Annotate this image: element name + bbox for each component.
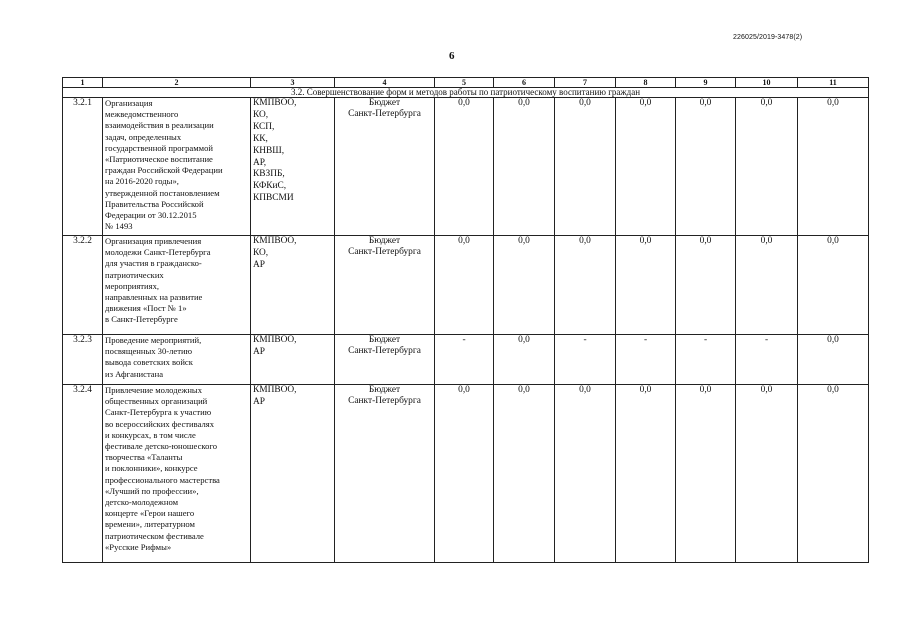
description-line: «Патриотическое воспитание (105, 154, 213, 165)
value-cell: 0,0 (798, 98, 869, 236)
executor-line: КК, (253, 133, 268, 144)
value-cell: 0,0 (736, 98, 798, 236)
column-header: 9 (676, 78, 736, 88)
item-description (103, 385, 251, 563)
executor-line: КО, (253, 109, 269, 120)
funding-source-line: Бюджет (368, 236, 401, 246)
funding-source-line: Санкт-Петербурга (348, 345, 421, 356)
description-line: и конкурсах, в том числе (105, 429, 196, 440)
value-cell: 0,0 (555, 385, 616, 563)
program-table (62, 77, 869, 563)
table-row (63, 98, 869, 236)
section-row (63, 88, 869, 98)
description-line: профессионального мастерства (105, 474, 220, 485)
description-line: межведомственного (105, 109, 179, 120)
description-line: для участия в гражданско- (105, 258, 202, 269)
description-line: концерте «Герои нашего (105, 508, 195, 519)
description-line: общественных организаций (105, 396, 208, 407)
table-row (63, 236, 869, 335)
description-line: посвященных 30-летию (105, 346, 193, 357)
funding-source-line: Санкт-Петербурга (348, 395, 421, 406)
value-cell: 0,0 (494, 236, 555, 335)
value-cell: 0,0 (736, 236, 798, 335)
funding-source-line: Бюджет (368, 335, 401, 345)
document-id: 226025/2019-3478(2) (733, 34, 803, 41)
funding-source (335, 385, 435, 563)
value-cell: 0,0 (616, 98, 676, 236)
description-line: № 1493 (105, 221, 133, 232)
description-line: Организация привлечения (105, 236, 202, 246)
item-executors (251, 385, 335, 563)
executor-line: КСП, (253, 121, 275, 132)
column-header: 10 (736, 78, 798, 88)
description-line: Привлечение молодежных (105, 385, 202, 395)
description-line: «Русские Рифмы» (105, 541, 172, 552)
value-cell: 0,0 (555, 98, 616, 236)
value-cell: - (676, 335, 736, 385)
description-line: граждан Российской Федерации (105, 165, 223, 176)
value-cell: 0,0 (798, 335, 869, 385)
executor-line: АР (253, 259, 265, 270)
description-line: на 2016-2020 годы», (105, 176, 179, 187)
executor-line: АР (253, 346, 265, 357)
description-line: детско-молодежном (105, 497, 179, 508)
value-cell: 0,0 (494, 385, 555, 563)
value-cell: 0,0 (798, 385, 869, 563)
item-description (103, 335, 251, 385)
column-header: 3 (251, 78, 335, 88)
funding-source-line: Санкт-Петербурга (348, 108, 421, 119)
description-line: патриотических (105, 269, 164, 280)
column-header: 11 (798, 78, 869, 88)
column-number-row (63, 78, 869, 88)
description-line: Федерации от 30.12.2015 (105, 210, 197, 221)
column-header: 2 (103, 78, 251, 88)
description-line: государственной программой (105, 142, 213, 153)
value-cell: 0,0 (736, 385, 798, 563)
value-cell: 0,0 (555, 236, 616, 335)
column-header: 6 (494, 78, 555, 88)
value-cell: 0,0 (676, 98, 736, 236)
value-cell: 0,0 (494, 98, 555, 236)
description-line: движения «Пост № 1» (105, 303, 187, 314)
executor-line: КМПВОО, (253, 335, 297, 345)
value-cell: 0,0 (616, 385, 676, 563)
table-row (63, 385, 869, 563)
description-line: утвержденной постановлением (105, 187, 220, 198)
value-cell: - (555, 335, 616, 385)
table-body (63, 78, 869, 563)
description-line: из Афганистана (105, 368, 164, 379)
description-line: задач, определенных (105, 131, 182, 142)
description-line: Правительства Российской (105, 198, 204, 209)
description-line: творчества «Таланты (105, 452, 183, 463)
value-cell: - (435, 335, 494, 385)
executor-line: КМПВОО, (253, 98, 297, 108)
description-line: «Лучший по профессии», (105, 485, 199, 496)
column-header: 4 (335, 78, 435, 88)
column-header: 1 (63, 78, 103, 88)
value-cell: 0,0 (494, 335, 555, 385)
value-cell: 0,0 (616, 236, 676, 335)
table-row (63, 335, 869, 385)
executor-line: КНВШ, (253, 145, 285, 156)
item-executors (251, 236, 335, 335)
description-line: патриотическом фестивале (105, 530, 204, 541)
value-cell: 0,0 (435, 236, 494, 335)
executor-line: КПВСМИ (253, 193, 294, 204)
description-line: молодежи Санкт-Петербурга (105, 247, 211, 258)
column-header: 7 (555, 78, 616, 88)
executor-line: КВЗПБ, (253, 169, 285, 180)
description-line: мероприятиях, (105, 280, 160, 291)
value-cell: 0,0 (435, 385, 494, 563)
description-line: Проведение мероприятий, (105, 335, 202, 345)
item-executors (251, 98, 335, 236)
funding-source-line: Бюджет (368, 385, 401, 395)
item-number: 3.2.4 (63, 385, 103, 563)
executor-line: АР, (253, 157, 267, 168)
item-executors (251, 335, 335, 385)
value-cell: 0,0 (435, 98, 494, 236)
description-line: Санкт-Петербурга к участию (105, 407, 212, 418)
description-line: во всероссийских фестивалях (105, 418, 214, 429)
item-number: 3.2.2 (63, 236, 103, 335)
item-description (103, 236, 251, 335)
item-number: 3.2.1 (63, 98, 103, 236)
column-header: 8 (616, 78, 676, 88)
value-cell: 0,0 (676, 385, 736, 563)
funding-source (335, 236, 435, 335)
value-cell: 0,0 (676, 236, 736, 335)
executor-line: КМПВОО, (253, 385, 297, 395)
funding-source (335, 98, 435, 236)
description-line: фестивале детско-юношеского (105, 441, 218, 452)
funding-source (335, 335, 435, 385)
executor-line: АР (253, 396, 265, 407)
executor-line: КМПВОО, (253, 236, 297, 246)
value-cell: 0,0 (798, 236, 869, 335)
description-line: направленных на развитие (105, 292, 203, 303)
item-description (103, 98, 251, 236)
description-line: Организация (105, 98, 153, 108)
description-line: взаимодействия в реализации (105, 120, 214, 131)
description-line: вывода советских войск (105, 357, 193, 368)
value-cell: - (736, 335, 798, 385)
funding-source-line: Бюджет (368, 98, 401, 108)
executor-line: КФКиС, (253, 181, 287, 192)
value-cell: - (616, 335, 676, 385)
column-header: 5 (435, 78, 494, 88)
item-number: 3.2.3 (63, 335, 103, 385)
executor-line: КО, (253, 247, 269, 258)
description-line: времени», литературном (105, 519, 195, 530)
description-line: и поклонники», конкурсе (105, 463, 198, 474)
page-number: 6 (449, 50, 455, 62)
funding-source-line: Санкт-Петербурга (348, 246, 421, 257)
section-title: 3.2. Совершенствование форм и методов работы по патриотическому воспитанию граждан (63, 88, 869, 98)
description-line: в Санкт-Петербурге (105, 314, 178, 325)
